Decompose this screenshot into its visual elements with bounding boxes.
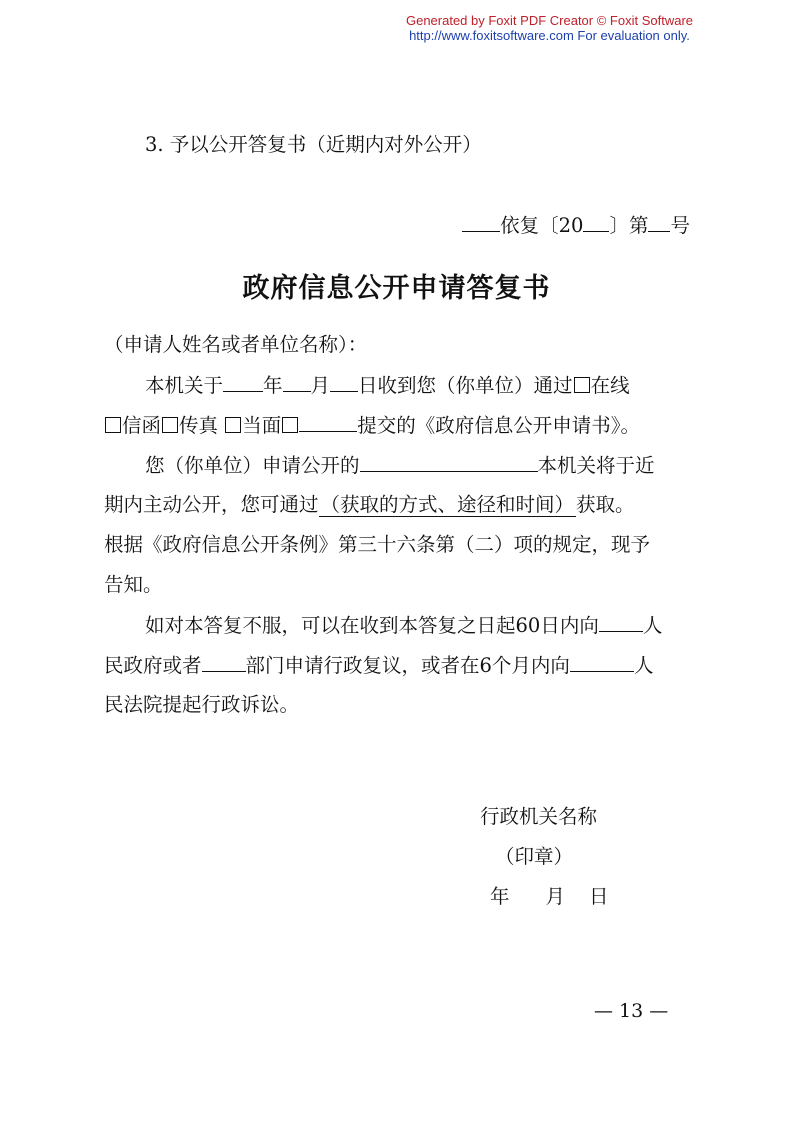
checkbox-in-person bbox=[225, 417, 241, 433]
department-blank bbox=[202, 653, 246, 672]
year-blank bbox=[223, 373, 263, 392]
access-method-text: （获取的方式、途径和时间） bbox=[320, 493, 575, 516]
para3-line2 bbox=[104, 653, 704, 678]
para1-line2 bbox=[104, 413, 704, 438]
date-year: 年 bbox=[490, 885, 510, 908]
para1-text-g: 传真 bbox=[179, 414, 225, 437]
para2-text-e: 获取。 bbox=[576, 493, 635, 516]
para2-text-c: 期内主动公开，您可通过 bbox=[104, 493, 319, 516]
salutation: （申请人姓名或者单位名称）： bbox=[104, 333, 368, 356]
para1-text-d: 日收到您（你单位）通过 bbox=[358, 374, 573, 397]
document-number bbox=[462, 213, 690, 238]
para2-text-b: 本机关将于近 bbox=[537, 454, 655, 477]
page-number: — 13 — bbox=[594, 1000, 669, 1022]
para2-line2 bbox=[104, 493, 704, 517]
para1-line1 bbox=[145, 373, 745, 398]
checkbox-letter bbox=[105, 417, 121, 433]
doc-number-part1: 依复〔20 bbox=[500, 214, 584, 237]
month-blank bbox=[283, 373, 311, 392]
date-day: 日 bbox=[589, 885, 609, 908]
court-blank bbox=[570, 653, 634, 672]
day-blank bbox=[330, 373, 358, 392]
para1-text-f: 信函 bbox=[122, 414, 162, 437]
para3-text-c: 民政府或者 bbox=[104, 654, 202, 677]
date-month: 月 bbox=[545, 885, 566, 908]
para1-text-a: 本机关于 bbox=[145, 374, 224, 397]
other-method-blank bbox=[299, 413, 357, 432]
section-heading: 3. 予以公开答复书（近期内对外公开） bbox=[145, 133, 482, 156]
doc-number-part3: 号 bbox=[670, 214, 690, 237]
checkbox-other bbox=[282, 417, 298, 433]
para1-text-e: 在线 bbox=[590, 374, 630, 397]
para1-text-i: 提交的《政府信息公开申请书》。 bbox=[357, 414, 640, 437]
para1-text-b: 年 bbox=[263, 374, 283, 397]
para1-text-c: 月 bbox=[310, 374, 331, 397]
seal-label: （印章） bbox=[495, 845, 574, 868]
checkbox-online bbox=[574, 377, 590, 393]
doc-number-part2: 〕第 bbox=[609, 214, 649, 237]
para2-line4: 告知。 bbox=[104, 573, 163, 596]
para3-text-b: 人 bbox=[642, 614, 663, 637]
year-blank bbox=[583, 213, 609, 232]
para2-line1 bbox=[145, 453, 745, 478]
watermark-line-1: Generated by Foxit PDF Creator © Foxit Software bbox=[405, 13, 693, 28]
para3-line1 bbox=[145, 613, 745, 638]
para2-text-a: 您（你单位）申请公开的 bbox=[145, 454, 360, 477]
number-blank bbox=[648, 213, 670, 232]
information-blank bbox=[360, 453, 538, 472]
para1-text-h: 当面 bbox=[242, 414, 282, 437]
evaluation-watermark bbox=[406, 13, 693, 43]
signature-date bbox=[490, 885, 609, 909]
para3-text-a: 如对本答复不服，可以在收到本答复之日起60日内向 bbox=[145, 614, 599, 637]
prefix-blank bbox=[462, 213, 500, 232]
checkbox-fax bbox=[162, 417, 178, 433]
page-title: 政府信息公开申请答复书 bbox=[242, 273, 551, 304]
watermark-line-2: http://www.foxitsoftware.com For evaluation only. bbox=[409, 28, 690, 43]
para3-line3: 民法院提起行政诉讼。 bbox=[104, 693, 300, 716]
para3-text-e: 人 bbox=[633, 654, 654, 677]
agency-name: 行政机关名称 bbox=[480, 805, 598, 828]
government-blank bbox=[599, 613, 643, 632]
para3-text-d: 部门申请行政复议，或者在6个月内向 bbox=[245, 654, 570, 677]
para2-line3: 根据《政府信息公开条例》第三十六条第（二）项的规定，现予 bbox=[104, 533, 651, 556]
